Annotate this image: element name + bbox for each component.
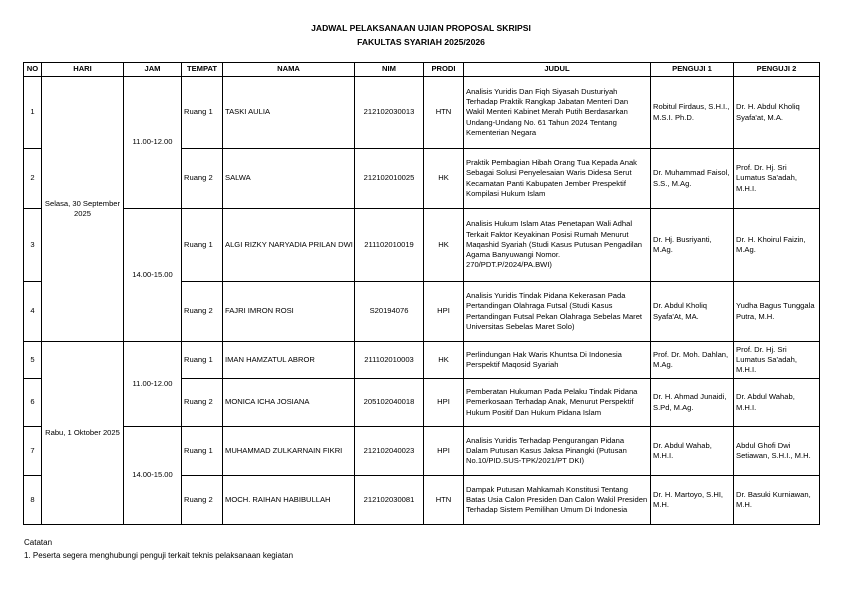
cell-nim: 211102010019 [355, 209, 424, 282]
cell-no: 3 [24, 209, 42, 282]
cell-jam: 14.00-15.00 [124, 427, 182, 525]
header-nim: NIM [355, 63, 424, 77]
cell-tempat: Ruang 2 [182, 149, 223, 209]
notes-item: 1. Peserta segera menghubungi penguji terkait teknis pelaksanaan kegiatan [24, 551, 294, 560]
document-title: JADWAL PELAKSANAAN UJIAN PROPOSAL SKRIPSI [311, 23, 531, 33]
cell-penguji-2: Dr. Basuki Kurniawan, M.H. [734, 476, 820, 525]
cell-no: 8 [24, 476, 42, 525]
cell-prodi: HPI [424, 427, 464, 476]
cell-hari: Selasa, 30 September 2025 [42, 77, 124, 342]
cell-prodi: HK [424, 209, 464, 282]
cell-nama: FAJRI IMRON ROSI [223, 282, 355, 342]
cell-hari: Rabu, 1 Oktober 2025 [42, 342, 124, 525]
cell-nim: 212102010025 [355, 149, 424, 209]
cell-no: 2 [24, 149, 42, 209]
cell-penguji-2: Dr. H. Abdul Kholiq Syafa'at, M.A. [734, 77, 820, 149]
cell-judul: Analisis Yuridis Dan Fiqh Siyasah Dusturiyah Terhadap Praktik Rangkap Jabatan Menteri Dan Wakil Menteri Kabinet Merah Putih Berdasarkan Undang-Undang No. 61 Tahun 2024 Tentang Kementerian Negara [464, 77, 651, 149]
cell-judul: Perlindungan Hak Waris Khuntsa Di Indonesia Perspektif Maqosid Syariah [464, 342, 651, 379]
cell-nim: S20194076 [355, 282, 424, 342]
cell-penguji-2: Prof. Dr. Hj. Sri Lumatus Sa'adah, M.H.I. [734, 149, 820, 209]
cell-penguji-1: Dr. H. Martoyo, S.HI, M.H. [651, 476, 734, 525]
cell-nama: SALWA [223, 149, 355, 209]
cell-prodi: HK [424, 149, 464, 209]
table-row [24, 427, 820, 476]
cell-no: 7 [24, 427, 42, 476]
cell-nama: MONICA ICHA JOSIANA [223, 379, 355, 427]
cell-penguji-1: Prof. Dr. Moh. Dahlan, M.Ag. [651, 342, 734, 379]
cell-nim: 212102030013 [355, 77, 424, 149]
header-hari: HARI [42, 63, 124, 77]
header-no: NO [24, 63, 42, 77]
cell-prodi: HPI [424, 282, 464, 342]
cell-nim: 212102030081 [355, 476, 424, 525]
cell-penguji-1: Dr. Abdul Kholiq Syafa'At, MA. [651, 282, 734, 342]
table-row [24, 77, 820, 149]
cell-tempat: Ruang 1 [182, 209, 223, 282]
header-penguji-2: PENGUJI 2 [734, 63, 820, 77]
cell-judul: Dampak Putusan Mahkamah Konstitusi Tentang Batas Usia Calon Presiden Dan Calon Wakil Presiden Terhadap Sistem Pemilihan Umum Di Indonesia [464, 476, 651, 525]
header-tempat: TEMPAT [182, 63, 223, 77]
cell-judul: Analisis Hukum Islam Atas Penetapan Wali Adhal Terkait Faktor Keyakinan Posisi Rumah Menurut Maqashid Syariah (Studi Kasus Putusan Pengadilan Agama Banyuwangi Nomor. 270/PDT.P/2024/PA.BWI) [464, 209, 651, 282]
table-header-row [24, 63, 820, 77]
cell-penguji-1: Dr. Hj. Busriyanti, M.Ag. [651, 209, 734, 282]
cell-penguji-2: Abdul Ghofi Dwi Setiawan, S.H.I., M.H. [734, 427, 820, 476]
cell-prodi: HTN [424, 476, 464, 525]
cell-jam: 11.00-12.00 [124, 77, 182, 209]
cell-no: 6 [24, 379, 42, 427]
cell-penguji-2: Dr. Abdul Wahab, M.H.I. [734, 379, 820, 427]
cell-nim: 205102040018 [355, 379, 424, 427]
header-prodi: PRODI [424, 63, 464, 77]
cell-prodi: HK [424, 342, 464, 379]
cell-jam: 14.00-15.00 [124, 209, 182, 342]
cell-no: 5 [24, 342, 42, 379]
cell-tempat: Ruang 2 [182, 282, 223, 342]
cell-nama: MUHAMMAD ZULKARNAIN FIKRI [223, 427, 355, 476]
cell-penguji-1: Dr. Muhammad Faisol, S.S., M.Ag. [651, 149, 734, 209]
cell-tempat: Ruang 1 [182, 427, 223, 476]
cell-tempat: Ruang 2 [182, 379, 223, 427]
header-penguji-1: PENGUJI 1 [651, 63, 734, 77]
cell-nama: ALGI RIZKY NARYADIA PRILAN DWI [223, 209, 355, 282]
header-nama: NAMA [223, 63, 355, 77]
cell-penguji-1: Dr. H. Ahmad Junaidi, S.Pd, M.Ag. [651, 379, 734, 427]
cell-penguji-2: Prof. Dr. Hj. Sri Lumatus Sa'adah, M.H.I. [734, 342, 820, 379]
cell-tempat: Ruang 2 [182, 476, 223, 525]
cell-prodi: HPI [424, 379, 464, 427]
cell-tempat: Ruang 1 [182, 342, 223, 379]
cell-tempat: Ruang 1 [182, 77, 223, 149]
table-row [24, 209, 820, 282]
cell-judul: Analisis Yuridis Terhadap Pengurangan Pidana Dalam Putusan Kasus Jaksa Pinangki (Putusan No.10/PID.SUS-TPK/2021/PT DKI) [464, 427, 651, 476]
cell-no: 1 [24, 77, 42, 149]
header-judul: JUDUL [464, 63, 651, 77]
cell-no: 4 [24, 282, 42, 342]
cell-nama: MOCH. RAIHAN HABIBULLAH [223, 476, 355, 525]
schedule-table [23, 62, 820, 525]
document-subtitle: FAKULTAS SYARIAH 2025/2026 [357, 37, 485, 47]
cell-judul: Pemberatan Hukuman Pada Pelaku Tindak Pidana Pemerkosaan Terhadap Anak, Menurut Perspektif Hukum Positif Dan Hukum Pidana Islam [464, 379, 651, 427]
cell-judul: Analisis Yuridis Tindak Pidana Kekerasan Pada Pertandingan Olahraga Futsal (Studi Kasus Pertandingan Futsal Pekan Olahraga Sebelas Maret Universitas Sebelas Maret Solo) [464, 282, 651, 342]
cell-nim: 212102040023 [355, 427, 424, 476]
notes-heading: Catatan [24, 538, 53, 547]
cell-judul: Praktik Pembagian Hibah Orang Tua Kepada Anak Sebagai Solusi Penyelesaian Waris Didesa Serut Kecamatan Panti Kabupaten Jember Prespektif Kompilasi Hukum Islam [464, 149, 651, 209]
table-row [24, 342, 820, 379]
cell-nim: 211102010003 [355, 342, 424, 379]
header-jam: JAM [124, 63, 182, 77]
cell-penguji-1: Dr. Abdul Wahab, M.H.I. [651, 427, 734, 476]
cell-penguji-2: Yudha Bagus Tunggala Putra, M.H. [734, 282, 820, 342]
cell-penguji-2: Dr. H. Khoirul Faizin, M.Ag. [734, 209, 820, 282]
cell-nama: IMAN HAMZATUL ABROR [223, 342, 355, 379]
cell-jam: 11.00-12.00 [124, 342, 182, 427]
cell-penguji-1: Robitul Firdaus, S.H.I., M.S.I. Ph.D. [651, 77, 734, 149]
cell-prodi: HTN [424, 77, 464, 149]
cell-nama: TASKI AULIA [223, 77, 355, 149]
